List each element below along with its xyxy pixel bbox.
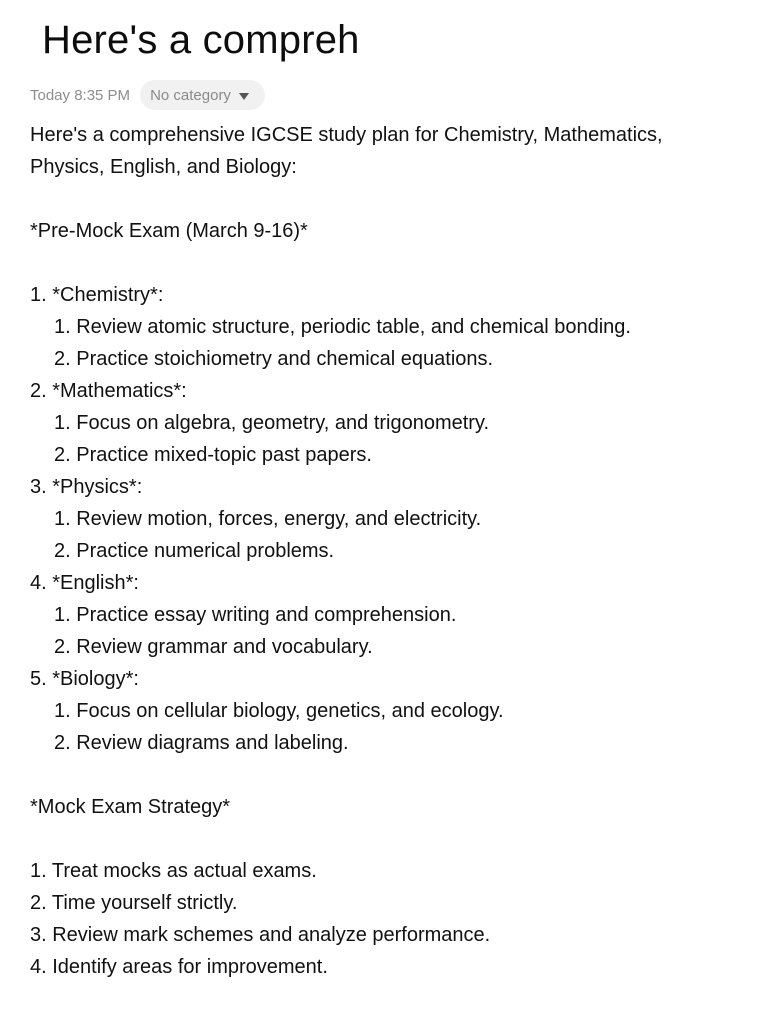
subject-task: 2. Practice stoichiometry and chemical equations.: [54, 348, 494, 370]
subject-task: 2. Review diagrams and labeling.: [54, 732, 349, 754]
intro-text: Here's a comprehensive IGCSE study plan for Chemistry, Mathematics, Physics, English, and Biology:: [30, 124, 663, 178]
blank-line: [30, 823, 730, 855]
subject-task: 2. Practice mixed-topic past papers.: [54, 444, 372, 466]
subject-item: 4. *English*:: [30, 572, 139, 594]
caret-down-icon: [239, 93, 249, 100]
strategy-item: 1. Treat mocks as actual exams.: [30, 860, 317, 882]
subject-task: 2. Review grammar and vocabulary.: [54, 636, 373, 658]
subject-item: 3. *Physics*:: [30, 476, 143, 498]
strategy-item: 4. Identify areas for improvement.: [30, 956, 328, 978]
subject-task: 1. Practice essay writing and comprehension.: [54, 604, 457, 626]
blank-line: [30, 183, 730, 215]
section-heading: *Mock Exam Strategy*: [30, 796, 231, 818]
note-meta: [30, 80, 265, 110]
blank-line: [30, 759, 730, 791]
subject-task: 1. Review atomic structure, periodic table, and chemical bonding.: [54, 316, 631, 338]
subject-task: 1. Focus on cellular biology, genetics, and ecology.: [54, 700, 504, 722]
note-title[interactable]: Here's a compreh: [42, 18, 360, 62]
strategy-item: 2. Time yourself strictly.: [30, 892, 238, 914]
subject-item: 5. *Biology*:: [30, 668, 139, 690]
category-label: No category: [150, 86, 231, 104]
subject-item: 1. *Chemistry*:: [30, 284, 164, 306]
note-timestamp: Today 8:35 PM: [30, 86, 131, 104]
category-dropdown[interactable]: [140, 80, 265, 110]
blank-line: [30, 247, 730, 279]
note-body[interactable]: [30, 119, 730, 983]
section-heading: *Pre-Mock Exam (March 9-16)*: [30, 220, 308, 242]
subject-task: 1. Focus on algebra, geometry, and trigonometry.: [54, 412, 490, 434]
strategy-item: 3. Review mark schemes and analyze performance.: [30, 924, 491, 946]
subject-item: 2. *Mathematics*:: [30, 380, 187, 402]
subject-task: 2. Practice numerical problems.: [54, 540, 335, 562]
subject-task: 1. Review motion, forces, energy, and electricity.: [54, 508, 482, 530]
